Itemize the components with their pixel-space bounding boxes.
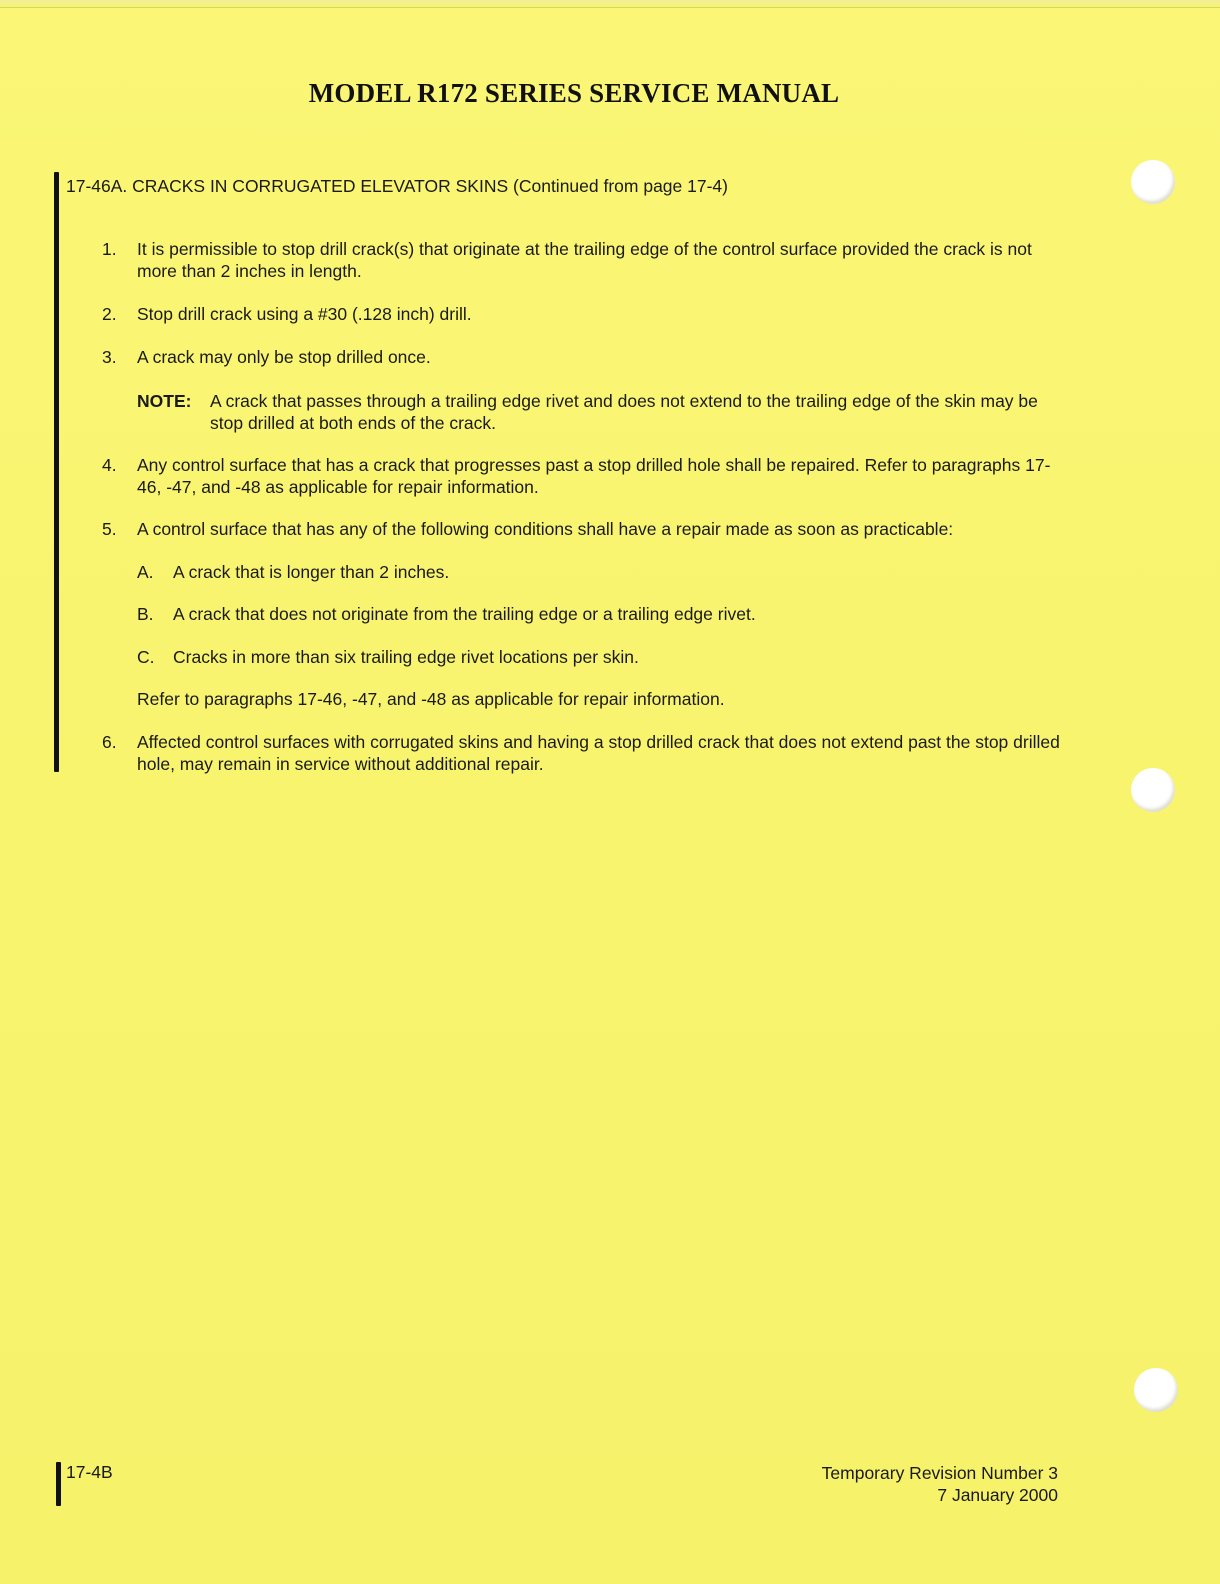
list-item-number: 6. (102, 732, 117, 752)
list-item-text: Any control surface that has a crack that progresses past a stop drilled hole shall be repaired. Refer to paragraphs 17-46, -47, and -48 as applicable for repair information. (137, 455, 1051, 497)
page-header-title: MODEL R172 SERIES SERVICE MANUAL (308, 78, 840, 108)
list-item-number: 4. (102, 455, 117, 475)
section-title: 17-46A. CRACKS IN CORRUGATED ELEVATOR SKINS (Continued from page 17-4) (66, 176, 728, 196)
revision-date: 7 January 2000 (937, 1485, 1058, 1505)
binder-hole-middle (1131, 768, 1175, 812)
list-item-number: 3. (102, 347, 117, 367)
refer-text: Refer to paragraphs 17-46, -47, and -48 as applicable for repair information. (137, 689, 725, 709)
list-item-number: 5. (102, 519, 117, 539)
revision-change-bar (54, 172, 59, 772)
note-text: A crack that passes through a trailing edge rivet and does not extend to the trailing edge of the skin may be stop drilled at both ends of the crack. (210, 391, 1038, 433)
sub-item-letter: C. (137, 647, 155, 667)
sub-item-letter: A. (137, 562, 154, 582)
footer-change-bar (56, 1462, 61, 1506)
list-item-number: 1. (102, 239, 117, 259)
note-label: NOTE: (137, 391, 192, 411)
list-item-text: Stop drill crack using a #30 (.128 inch) drill. (137, 304, 472, 324)
sub-item-text: A crack that does not originate from the trailing edge or a trailing edge rivet. (173, 604, 756, 624)
sub-item-text: Cracks in more than six trailing edge rivet locations per skin. (173, 647, 639, 667)
list-item-number: 2. (102, 304, 117, 324)
list-item-text: A crack may only be stop drilled once. (137, 347, 431, 367)
page-top-edge (0, 0, 1220, 8)
binder-hole-top (1131, 160, 1175, 204)
sub-item-letter: B. (137, 604, 154, 624)
list-item-text: Affected control surfaces with corrugated skins and having a stop drilled crack that does not extend past the stop drilled hole, may remain in service without additional repair. (137, 732, 1060, 774)
revision-info (822, 1462, 1058, 1506)
sub-item-text: A crack that is longer than 2 inches. (173, 562, 450, 582)
binder-hole-bottom (1134, 1368, 1178, 1412)
list-item-text: A control surface that has any of the following conditions shall have a repair made as soon as practicable: (137, 519, 954, 539)
revision-number: Temporary Revision Number 3 (821, 1463, 1058, 1483)
list-item-text: It is permissible to stop drill crack(s) that originate at the trailing edge of the control surface provided the crack is not more than 2 inches in length. (137, 239, 1032, 281)
page-number: 17-4B (66, 1462, 113, 1482)
